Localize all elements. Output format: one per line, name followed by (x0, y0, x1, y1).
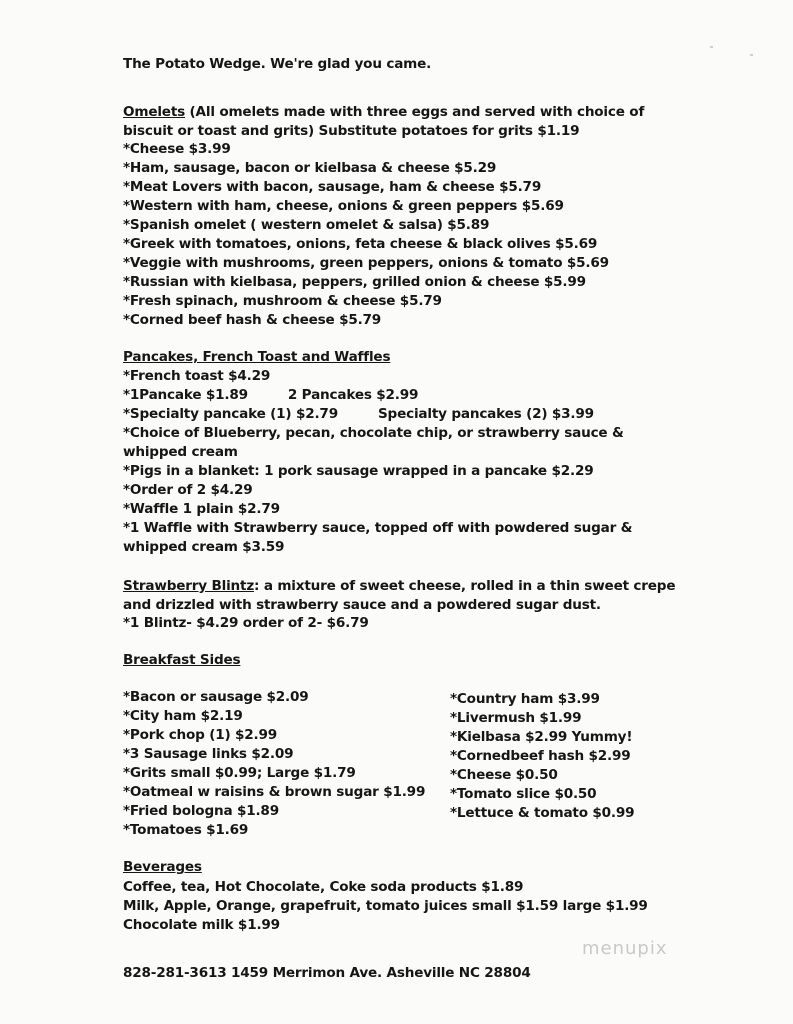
pancake-item: *1 Waffle with Strawberry sauce, topped off with powdered sugar & (123, 520, 633, 536)
side-item: *Oatmeal w raisins & brown sugar $1.99 (123, 784, 426, 800)
blintz-heading: Strawberry Blintz (123, 578, 255, 594)
omelets-note: (All omelets made with three eggs and served with choice of (185, 104, 645, 120)
omelet-item: *Cheese $3.99 (123, 141, 231, 157)
pancake-choice: *Choice of Blueberry, pecan, chocolate chip, or strawberry sauce & (123, 425, 624, 441)
side-item-right: *Livermush $1.99 (450, 710, 582, 726)
beverages-heading: Beverages (123, 859, 202, 875)
side-item-right: *Cheese $0.50 (450, 767, 558, 783)
omelet-item: *Spanish omelet ( western omelet & salsa) $5.89 (123, 217, 490, 233)
blintz-desc: : a mixture of sweet cheese, rolled in a thin sweet crepe (254, 578, 676, 594)
side-item: *Tomatoes $1.69 (123, 822, 249, 838)
blintz-prices: *1 Blintz- $4.29 order of 2- $6.79 (123, 615, 369, 631)
pancake-item: *French toast $4.29 (123, 368, 271, 384)
side-item: *3 Sausage links $2.09 (123, 746, 294, 762)
scan-speck (750, 54, 753, 56)
side-item-right: *Country ham $3.99 (450, 691, 600, 707)
blintz-desc-2: and drizzled with strawberry sauce and a powdered sugar dust. (123, 597, 601, 613)
omelets-note-2: biscuit or toast and grits) Substitute potatoes for grits $1.19 (123, 123, 580, 139)
omelets-header-line (123, 103, 644, 122)
two-pancakes: 2 Pancakes $2.99 (287, 387, 419, 403)
omelet-item: *Greek with tomatoes, onions, feta cheese & black olives $5.69 (123, 236, 598, 252)
beverage-item: Coffee, tea, Hot Chocolate, Coke soda products $1.89 (123, 879, 524, 895)
pancake-item: *Order of 2 $4.29 (123, 482, 253, 498)
pancake-choice-2: whipped cream (123, 444, 238, 460)
pancakes-heading: Pancakes, French Toast and Waffles (123, 349, 391, 365)
pancake-item-row (123, 386, 418, 405)
pancake-item: *Pigs in a blanket: 1 pork sausage wrapped in a pancake $2.29 (123, 463, 594, 479)
intro-line: The Potato Wedge. We're glad you came. (123, 56, 432, 72)
scan-speck (710, 46, 713, 48)
omelet-item: *Meat Lovers with bacon, sausage, ham & cheese $5.79 (123, 179, 542, 195)
omelets-heading: Omelets (123, 104, 186, 120)
omelet-item: *Ham, sausage, bacon or kielbasa & cheese $5.29 (123, 160, 497, 176)
sides-heading: Breakfast Sides (123, 652, 241, 668)
side-item: *Bacon or sausage $2.09 (123, 689, 309, 705)
omelet-item: *Fresh spinach, mushroom & cheese $5.79 (123, 293, 442, 309)
omelet-item: *Western with ham, cheese, onions & green peppers $5.69 (123, 198, 564, 214)
omelet-item: *Veggie with mushrooms, green peppers, onions & tomato $5.69 (123, 255, 609, 271)
side-item: *Pork chop (1) $2.99 (123, 727, 278, 743)
side-item: *City ham $2.19 (123, 708, 243, 724)
specialty-1: *Specialty pancake (1) $2.79 (123, 406, 338, 422)
pancake-item: *Waffle 1 plain $2.79 (123, 501, 280, 517)
one-pancake: *1Pancake $1.89 (123, 387, 248, 403)
side-item-right: *Tomato slice $0.50 (450, 786, 597, 802)
side-item-right: *Kielbasa $2.99 Yummy! (450, 729, 633, 745)
omelet-item: *Russian with kielbasa, peppers, grilled onion & cheese $5.99 (123, 274, 586, 290)
specialty-2: Specialty pancakes (2) $3.99 (377, 406, 594, 422)
side-item: *Grits small $0.99; Large $1.79 (123, 765, 356, 781)
side-item-right: *Lettuce & tomato $0.99 (450, 805, 635, 821)
side-item: *Fried bologna $1.89 (123, 803, 279, 819)
side-item-right: *Cornedbeef hash $2.99 (450, 748, 631, 764)
footer-contact: 828-281-3613 1459 Merrimon Ave. Asheville NC 28804 (123, 965, 531, 981)
beverage-item: Milk, Apple, Orange, grapefruit, tomato juices small $1.59 large $1.99 (123, 898, 648, 914)
beverage-item: Chocolate milk $1.99 (123, 917, 280, 933)
blintz-line (123, 577, 675, 596)
specialty-row (123, 405, 594, 424)
pancake-item: whipped cream $3.59 (123, 539, 285, 555)
omelet-item: *Corned beef hash & cheese $5.79 (123, 312, 382, 328)
watermark: menupix (582, 938, 668, 959)
